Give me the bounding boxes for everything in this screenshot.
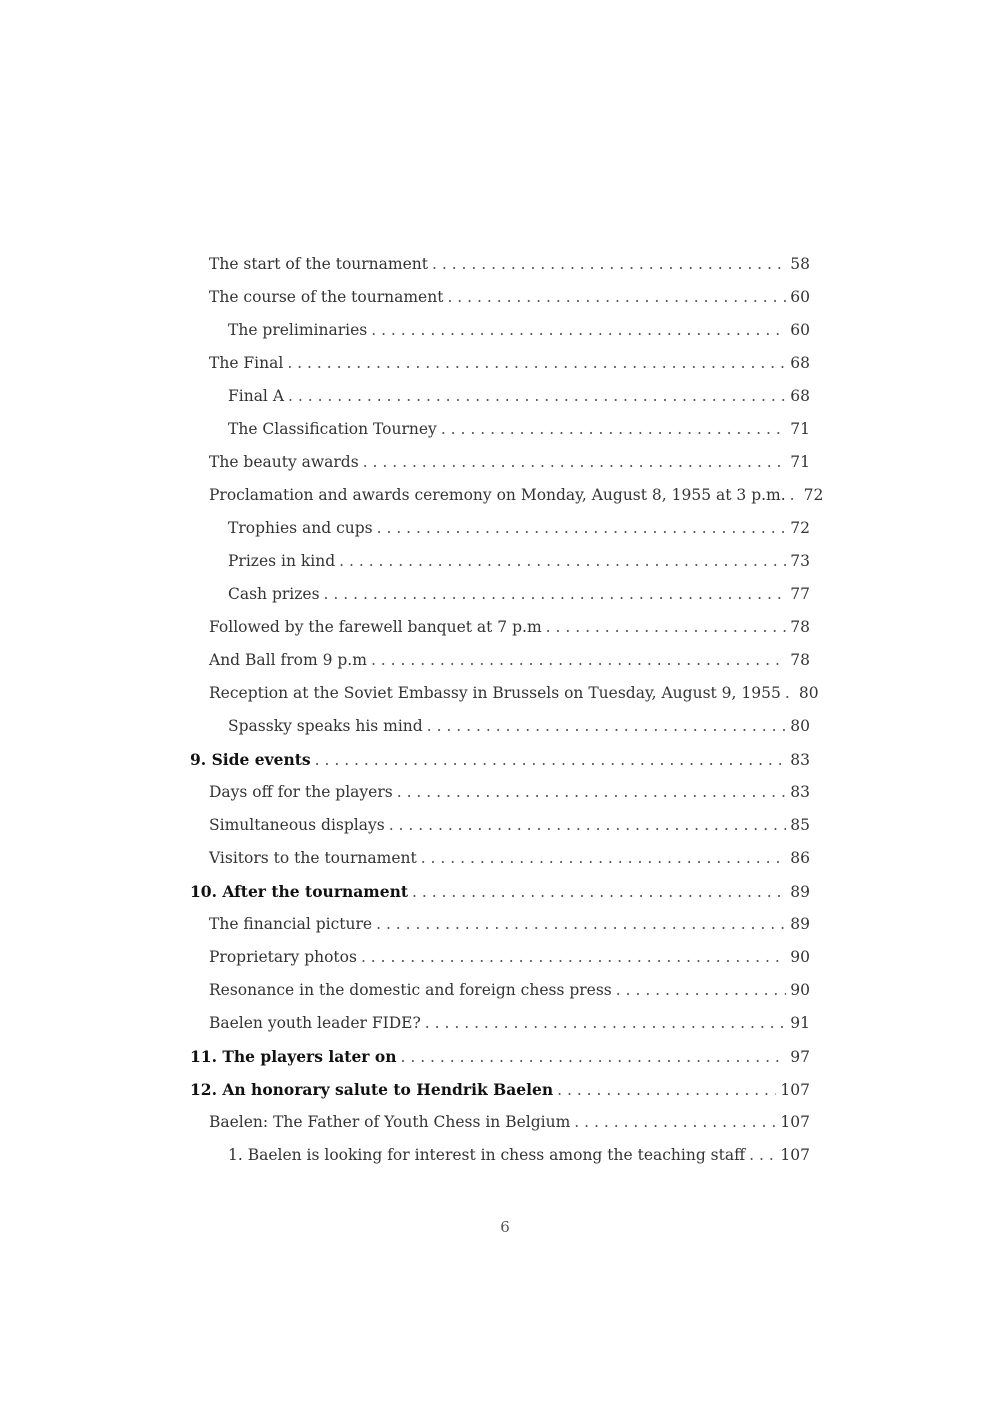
toc-dot-leader [339, 545, 786, 578]
toc-entry-title: Days off for the players [209, 783, 393, 801]
toc-entry[interactable] [190, 842, 810, 875]
toc-entry-title: Final A [228, 387, 285, 405]
toc-entry[interactable] [190, 281, 810, 314]
toc-entry-title: Proclamation and awards ceremony on Monday, August 8, 1955 at 3 p.m. [209, 486, 786, 504]
toc-dot-leader [785, 677, 795, 710]
toc-entry[interactable] [190, 347, 810, 380]
toc-dot-leader [377, 512, 787, 545]
toc-dot-leader [412, 876, 786, 909]
toc-entry-page: 89 [790, 915, 810, 933]
toc-entry-title: 12. An honorary salute to Hendrik Baelen [190, 1080, 554, 1099]
toc-entry-page: 86 [790, 849, 810, 867]
toc-dot-leader [389, 809, 787, 842]
toc-chapter-entry[interactable] [190, 743, 810, 776]
toc-entry[interactable] [190, 512, 810, 545]
toc-entry[interactable] [190, 908, 810, 941]
toc-entry[interactable] [190, 545, 810, 578]
toc-entry-page: 80 [790, 717, 810, 735]
toc-entry-page: 60 [790, 321, 810, 339]
toc-entry-title: Reception at the Soviet Embassy in Brussels on Tuesday, August 9, 1955 [209, 684, 781, 702]
toc-dot-leader [376, 908, 786, 941]
toc-dot-leader [397, 776, 787, 809]
toc-dot-leader [324, 578, 787, 611]
toc-entry-page: 78 [790, 651, 810, 669]
toc-entry-page: 107 [780, 1081, 810, 1099]
toc-entry[interactable] [190, 380, 810, 413]
toc-entry-page: 71 [790, 453, 810, 471]
toc-dot-leader [557, 1074, 776, 1107]
toc-entry-title: The Classification Tourney [228, 420, 437, 438]
toc-entry-title: 11. The players later on [190, 1047, 397, 1066]
toc-entry-title: 9. Side events [190, 750, 311, 769]
toc-entry-page: 90 [790, 981, 810, 999]
toc-entry-title: Spassky speaks his mind [228, 717, 423, 735]
toc-entry-page: 68 [790, 354, 810, 372]
toc-entry[interactable] [190, 611, 810, 644]
toc-entry[interactable] [190, 809, 810, 842]
toc-entry[interactable] [190, 479, 824, 512]
toc-dot-leader [421, 842, 787, 875]
toc-entry-title: The beauty awards [209, 453, 359, 471]
toc-dot-leader [288, 380, 786, 413]
toc-entry-title: The preliminaries [228, 321, 368, 339]
toc-entry-title: The course of the tournament [209, 288, 444, 306]
toc-entry-page: 83 [790, 751, 810, 769]
toc-entry-title: The financial picture [209, 915, 373, 933]
toc-dot-leader [371, 644, 786, 677]
toc-entry-title: Visitors to the tournament [209, 849, 417, 867]
toc-entry[interactable] [190, 413, 810, 446]
toc-entry-title: Prizes in kind [228, 552, 336, 570]
toc-entry-title: The start of the tournament [209, 255, 428, 273]
toc-entry-title: Trophies and cups [228, 519, 373, 537]
toc-entry[interactable] [190, 974, 810, 1007]
toc-dot-leader [427, 710, 787, 743]
toc-dot-leader [363, 446, 787, 479]
toc-entry-page: 72 [803, 486, 824, 504]
toc-entry-page: 58 [790, 255, 810, 273]
toc-entry-title: Proprietary photos [209, 948, 357, 966]
toc-entry-title: Baelen youth leader FIDE? [209, 1014, 421, 1032]
toc-dot-leader [287, 347, 786, 380]
toc-dot-leader [432, 248, 786, 281]
toc-entry-page: 60 [790, 288, 810, 306]
toc-entry-title: And Ball from 9 p.m [209, 651, 367, 669]
toc-entry[interactable] [190, 644, 810, 677]
toc-dot-leader [400, 1041, 786, 1074]
toc-entry[interactable] [190, 941, 810, 974]
toc-entry-page: 72 [790, 519, 810, 537]
toc-entry-title: Baelen: The Father of Youth Chess in Belgium [209, 1113, 571, 1131]
toc-entry-page: 73 [790, 552, 810, 570]
toc-entry-page: 71 [790, 420, 810, 438]
toc-entry-page: 68 [790, 387, 810, 405]
toc-entry-page: 107 [780, 1113, 810, 1131]
toc-dot-leader [546, 611, 787, 644]
toc-entry-title: 1. Baelen is looking for interest in chess among the teaching staff [228, 1146, 746, 1164]
toc-dot-leader [574, 1106, 776, 1139]
toc-entry-title: The Final [209, 354, 284, 372]
toc-dot-leader [447, 281, 786, 314]
toc-entry-title: Simultaneous displays [209, 816, 385, 834]
toc-dot-leader [315, 744, 787, 777]
toc-entry-page: 85 [790, 816, 810, 834]
toc-entry-page: 77 [790, 585, 810, 603]
toc-entry[interactable] [190, 578, 810, 611]
toc-dot-leader [371, 314, 786, 347]
page-number: 6 [500, 1218, 510, 1236]
toc-dot-leader [361, 941, 786, 974]
toc-entry-page: 90 [790, 948, 810, 966]
toc-entry[interactable] [190, 677, 819, 710]
toc-entry-title: Cash prizes [228, 585, 320, 603]
toc-chapter-entry[interactable] [190, 875, 810, 908]
toc-chapter-entry[interactable] [190, 1073, 810, 1106]
toc-entry-page: 83 [790, 783, 810, 801]
toc-entry-page: 78 [790, 618, 810, 636]
table-of-contents [190, 248, 824, 1172]
toc-entry-page: 107 [780, 1146, 810, 1164]
toc-entry-title: 10. After the tournament [190, 882, 408, 901]
toc-chapter-entry[interactable] [190, 1040, 810, 1073]
toc-entry[interactable] [190, 446, 810, 479]
toc-dot-leader [616, 974, 787, 1007]
toc-entry-page: 89 [790, 883, 810, 901]
toc-entry[interactable] [190, 314, 810, 347]
toc-dot-leader [749, 1139, 776, 1172]
toc-dot-leader [441, 413, 786, 446]
toc-dot-leader [425, 1007, 786, 1040]
toc-entry[interactable] [190, 710, 810, 743]
toc-dot-leader [790, 479, 800, 512]
toc-entry[interactable] [190, 1106, 810, 1139]
toc-entry[interactable] [190, 1007, 810, 1040]
toc-entry-page: 80 [798, 684, 819, 702]
toc-entry-page: 97 [790, 1048, 810, 1066]
toc-entry[interactable] [190, 248, 810, 281]
toc-entry-title: Followed by the farewell banquet at 7 p.m [209, 618, 542, 636]
toc-entry-title: Resonance in the domestic and foreign chess press [209, 981, 612, 999]
toc-entry[interactable] [190, 776, 810, 809]
toc-entry-page: 91 [790, 1014, 810, 1032]
toc-entry[interactable] [190, 1139, 810, 1172]
